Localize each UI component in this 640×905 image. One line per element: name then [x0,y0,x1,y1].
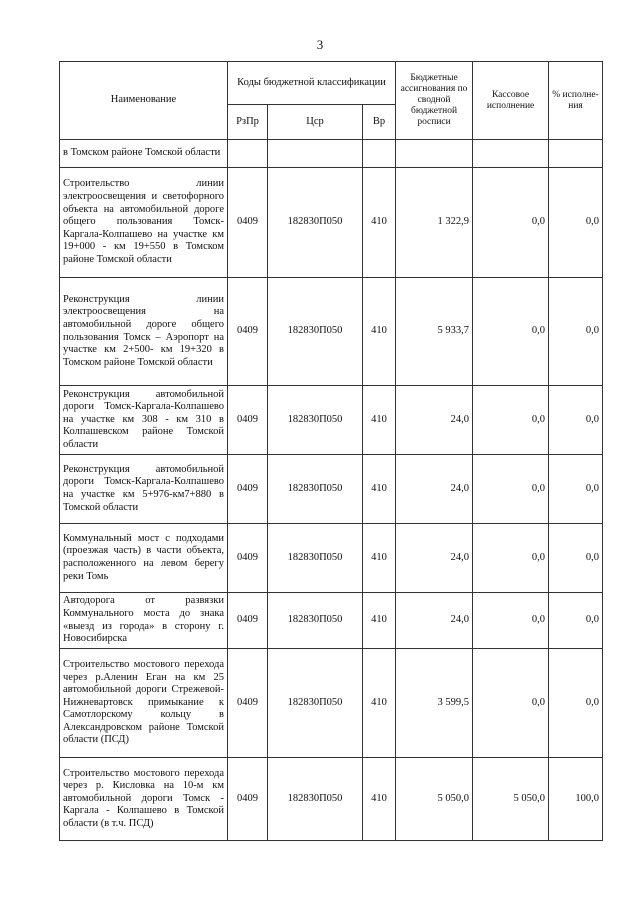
row-cash: 0,0 [473,455,549,524]
row-name: Строительство мостового перехода через р.Аленин Еган на км 25 автомобильной дороги Стрежевой-Нижневартовск примыкание к Самотлорскому кольцу в Александровском районе Томской области (ПСД) [60,649,228,758]
row-cash: 0,0 [473,278,549,386]
row-vr: 410 [363,593,396,649]
table-row [60,524,603,593]
header-assignations: Бюджетные ассигнования по сводной бюджетной росписи [396,62,473,140]
row-vr: 410 [363,524,396,593]
row-vr: 410 [363,278,396,386]
row-percent: 0,0 [549,455,603,524]
row-vr: 410 [363,758,396,841]
row-cash: 0,0 [473,593,549,649]
row-rzpr: 0409 [228,455,268,524]
row-name: Строительство линии электроосвещения и светофорного объекта на автомобильной дороге общего пользования Томск-Каргала-Колпашево на участке км 19+000 - км 19+550 в Томском районе Томской области [60,168,228,278]
row-cash: 0,0 [473,168,549,278]
row-csr: 182830П050 [268,593,363,649]
row-rzpr: 0409 [228,168,268,278]
row-percent: 100,0 [549,758,603,841]
row-csr: 182830П050 [268,278,363,386]
table-row [60,758,603,841]
row-name: Реконструкция автомобильной дороги Томск-Каргала-Колпашево на участке км 308 - км 310 в Колпашевском районе Томской области [60,386,228,455]
row-percent: 0,0 [549,386,603,455]
row-name: Реконструкция автомобильной дороги Томск-Каргала-Колпашево на участке км 5+976-км7+880 в Томской области [60,455,228,524]
row-name: Реконструкция линии электроосвещения на автомобильной дороге общего пользования Томск – Аэропорт на участке км 2+500- км 19+320 в Томском районе Томской области [60,278,228,386]
row-cash: 0,0 [473,649,549,758]
row-assignations: 24,0 [396,386,473,455]
row-rzpr: 0409 [228,593,268,649]
header-codes-group: Коды бюджетной классификации [228,62,396,105]
row-cash: 5 050,0 [473,758,549,841]
table-row [60,278,603,386]
row-csr: 182830П050 [268,649,363,758]
header-cash: Кассовое исполнение [473,62,549,140]
row-name: Строительство мостового перехода через р. Кисловка на 10-м км автомобильной дороги Томск - Каргала - Колпашево в Томской области (в т.ч. ПСД) [60,758,228,841]
row-csr: 182830П050 [268,758,363,841]
row-cash: 0,0 [473,524,549,593]
row-csr: 182830П050 [268,524,363,593]
table-row [60,455,603,524]
table-row [60,593,603,649]
row-assignations: 24,0 [396,593,473,649]
row-name: Коммунальный мост с подходами (проезжая часть) в части объекта, расположенного на левом берегу реки Томь [60,524,228,593]
row-csr: 182830П050 [268,386,363,455]
row-vr: 410 [363,386,396,455]
row-percent: 0,0 [549,649,603,758]
row-assignations: 3 599,5 [396,649,473,758]
header-name: Наименование [60,62,228,140]
row-vr: 410 [363,649,396,758]
table-row [60,649,603,758]
row-percent: 0,0 [549,278,603,386]
page-number: 3 [316,37,324,52]
row-assignations: 5 933,7 [396,278,473,386]
row-name: Автодорога от развязки Коммунального моста до знака «выезд из города» в сторону г. Новосибирска [60,593,228,649]
row-rzpr: 0409 [228,758,268,841]
row-rzpr: 0409 [228,386,268,455]
row-rzpr: 0409 [228,524,268,593]
row-name: в Томском районе Томской области [60,140,228,168]
header-rzpr: РзПр [228,105,268,140]
row-percent: 0,0 [549,524,603,593]
row-csr: 182830П050 [268,168,363,278]
budget-table [59,61,603,841]
row-rzpr: 0409 [228,649,268,758]
row-vr: 410 [363,455,396,524]
row-assignations: 24,0 [396,455,473,524]
row-csr: 182830П050 [268,455,363,524]
row-percent: 0,0 [549,168,603,278]
row-cash: 0,0 [473,386,549,455]
header-csr: Цср [268,105,363,140]
header-vr: Вр [363,105,396,140]
row-rzpr: 0409 [228,278,268,386]
row-vr: 410 [363,168,396,278]
row-assignations: 24,0 [396,524,473,593]
table-row [60,168,603,278]
table-row [60,386,603,455]
row-percent: 0,0 [549,593,603,649]
continuation-row [60,140,603,168]
row-assignations: 1 322,9 [396,168,473,278]
header-percent: % исполне-ния [549,62,603,140]
row-assignations: 5 050,0 [396,758,473,841]
